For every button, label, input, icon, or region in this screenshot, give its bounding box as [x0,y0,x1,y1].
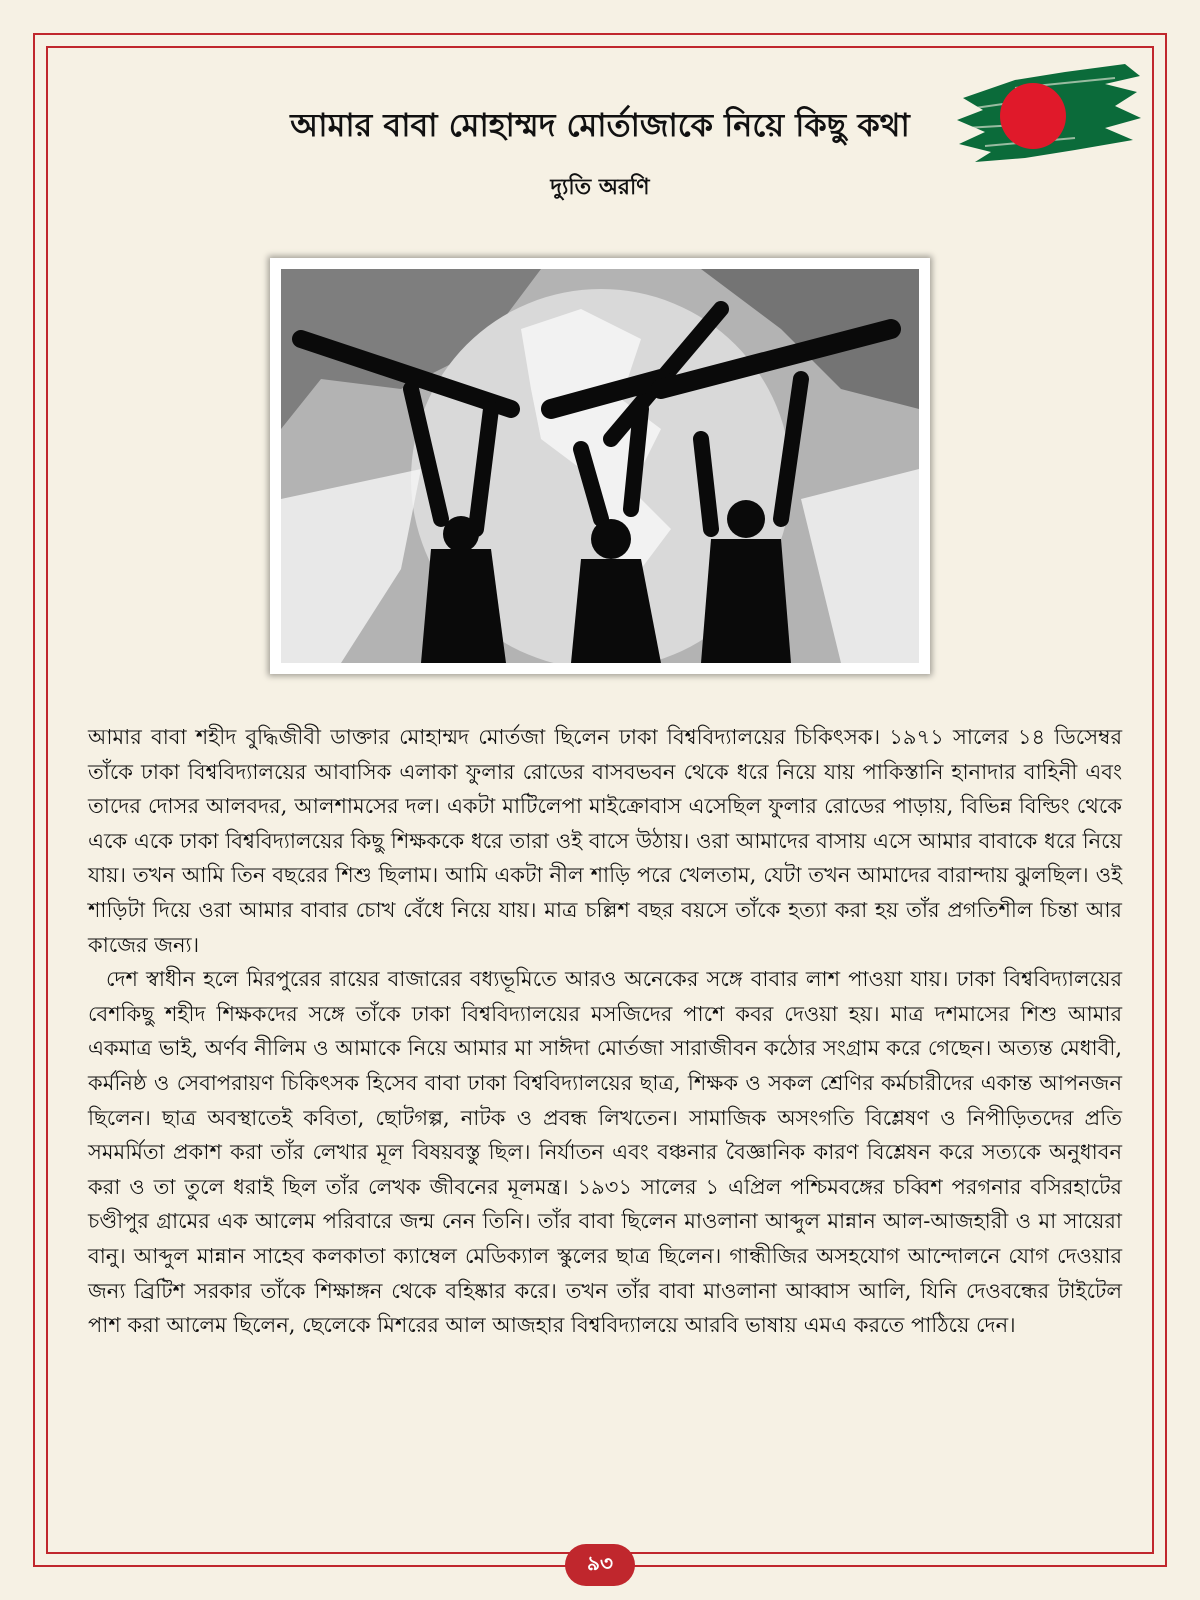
illustration-svg [281,269,919,663]
body-paragraph-1: আমার বাবা শহীদ বুদ্ধিজীবী ডাক্তার মোহাম্মদ মোর্তজা ছিলেন ঢাকা বিশ্ববিদ্যালয়ের চিকিৎসক। ১৯৭১ সালের ১৪ ডিসেম্বর তাঁকে ঢাকা বিশ্ববিদ্যালয়ের আবাসিক এলাকা ফুলার রোডের বাসবভবন থেকে ধরে নিয়ে যায় পাকিস্তানি হানাদার বাহিনী এবং তাদের দোসর আলবদর, আলশামসের দল। একটা মাটিলেপা মাইক্রোবাস এসেছিল ফুলার রোডের পাড়ায়, বিভিন্ন বিল্ডিং থেকে একে একে ঢাকা বিশ্ববিদ্যালয়ের কিছু শিক্ষককে ধরে তারা ওই বাসে উঠায়। ওরা আমাদের বাসায় এসে আমার বাবাকে ধরে নিয়ে যায়। তখন আমি তিন বছরের শিশু ছিলাম। আমি একটা নীল শাড়ি পরে খেলতাম, যেটা তখন আমাদের বারান্দায় ঝুলছিল। ওই শাড়িটা দিয়ে ওরা আমার বাবার চোখ বেঁধে নিয়ে যায়। মাত্র চল্লিশ বছর বয়সে তাঁকে হত্যা করা হয় তাঁর প্রগতিশীল চিন্তা আর কাজের জন্য। [88,725,1122,957]
page-number: ৯৩ [565,1544,635,1586]
body-paragraph-2: দেশ স্বাধীন হলে মিরপুরের রায়ের বাজারের বধ্যভূমিতে আরও অনেকের সঙ্গে বাবার লাশ পাওয়া যায়। ঢাকা বিশ্ববিদ্যালয়ের বেশকিছু শহীদ শিক্ষকদের সঙ্গে তাঁকে ঢাকা বিশ্ববিদ্যালয়ের মসজিদের পাশে কবর দেওয়া হয়। মাত্র দশমাসের শিশু আমার একমাত্র ভাই, অর্ণব নীলিম ও আমাকে নিয়ে আমার মা সাঈদা মোর্তজা সারাজীবন কঠোর সংগ্রাম করে গেছেন। অত্যন্ত মেধাবী, কর্মনিষ্ঠ ও সেবাপরায়ণ চিকিৎসক হিসেব বাবা ঢাকা বিশ্ববিদ্যালয়ের ছাত্র, শিক্ষক ও সকল শ্রেণির কর্মচারীদের একান্ত আপনজন ছিলেন। ছাত্র অবস্থাতেই কবিতা, ছোটগল্প, নাটক ও প্রবন্ধ লিখতেন। সামাজিক অসংগতি বিশ্লেষণ ও নিপীড়িতদের প্রতি সমমর্মিতা প্রকাশ করা তাঁর লেখার মূল বিষয়বস্তু ছিল। নির্যাতন এবং বঞ্চনার বৈজ্ঞানিক কারণ বিশ্লেষন করে সত্যকে অনুধাবন করা ও তা তুলে ধরাই ছিল তাঁর লেখক জীবনের মূলমন্ত্র। ১৯৩১ সালের ১ এপ্রিল পশ্চিমবঙ্গের চব্বিশ পরগনার বসিরহাটের চণ্ডীপুর গ্রামের এক আলেম পরিবারে জন্ম নেন তিনি। তাঁর বাবা ছিলেন মাওলানা আব্দুল মান্নান আল-আজহারী ও মা সায়েরা বানু। আব্দুল মান্নান সাহেব কলকাতা ক্যাম্বেল মেডিক্যাল স্কুলের ছাত্র ছিলেন। গান্ধীজির অসহযোগ আন্দোলনে যোগ দেওয়ার জন্য ব্রিটিশ সরকার তাঁকে শিক্ষাঙ্গন থেকে বহিষ্কার করে। তখন তাঁর বাবা মাওলানা আব্বাস আলি, যিনি দেওবন্ধের টাইটেল পাশ করা আলেম ছিলেন, ছেলেকে মিশরের আল আজহার বিশ্ববিদ্যালয়ে আরবি ভাষায় এমএ করতে পাঠিয়ে দেন। [88,967,1122,1338]
freedom-fighters-illustration [270,258,930,674]
author-name: দ্যুতি অরণি [550,175,650,200]
article-body [88,720,1122,1343]
article-title: আমার বাবা মোহাম্মদ মোর্তাজাকে নিয়ে কিছু কথা [290,106,910,144]
